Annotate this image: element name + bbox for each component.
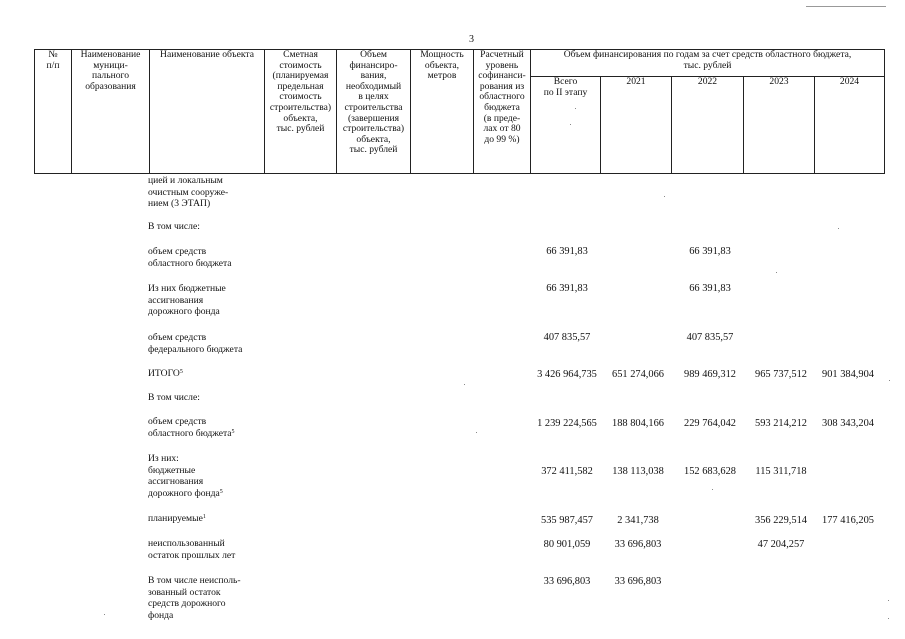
- cell-2024: 308 343,204: [822, 418, 874, 429]
- header-total: Всего по II этапу: [531, 77, 601, 174]
- scan-speck: [575, 108, 576, 109]
- cell-2024: 901 384,904: [822, 369, 874, 380]
- scan-speck: [888, 600, 889, 601]
- cell-2023: 593 214,212: [755, 418, 807, 429]
- row-label: объем средств федерального бюджета: [148, 332, 243, 355]
- cell-total: 535 987,457: [541, 515, 593, 526]
- header-capacity: Мощность объекта, метров: [411, 50, 474, 174]
- cell-total: 33 696,803: [543, 576, 591, 587]
- cell-2021: 33 696,803: [614, 576, 662, 587]
- scan-speck: [889, 380, 890, 381]
- row-label: планируемые$^1$: [148, 513, 206, 524]
- row-label: В том числе неисполь- зованный остаток средств дорожного фонда: [148, 575, 241, 621]
- header-municipality: Наименование муници- пального образования: [72, 50, 150, 174]
- row-label: В том числе:: [148, 392, 200, 403]
- scan-speck: [888, 618, 889, 619]
- header-year-2024: 2024: [815, 77, 885, 174]
- cell-2023: 47 204,257: [757, 539, 805, 550]
- cell-2021: 2 341,738: [617, 515, 659, 526]
- header-num: № п/п: [35, 50, 72, 174]
- table-header: [34, 49, 885, 174]
- row-label: цией и локальным очистным сооруже- нием (3 ЭТАП): [148, 175, 229, 210]
- cell-2021: 651 274,066: [612, 369, 664, 380]
- row-label: неиспользованный остаток прошлых лет: [148, 538, 236, 561]
- row-label: В том числе:: [148, 221, 200, 232]
- cell-total: 80 901,059: [543, 539, 591, 550]
- header-funding-title: Объем финансирования по годам за счет средств областного бюджета, тыс. рублей: [531, 50, 885, 77]
- cell-2021: 138 113,038: [612, 466, 664, 477]
- row-label: объем средств областного бюджета: [148, 246, 232, 269]
- cell-2023: 356 229,514: [755, 515, 807, 526]
- header-year-2021: 2021: [601, 77, 672, 174]
- scan-speck: [664, 196, 665, 197]
- header-year-2023: 2023: [744, 77, 815, 174]
- header-volume: Объем финансиро- вания, необходимый в целях строительства (завершения строительства) объекта, тыс. рублей: [337, 50, 411, 174]
- cell-2022: 989 469,312: [684, 369, 736, 380]
- row-label-itogo: ИТОГО$^5$: [148, 368, 183, 379]
- cell-2023: 115 311,718: [755, 466, 807, 477]
- cell-total: 372 411,582: [541, 466, 593, 477]
- cell-2022: 66 391,83: [689, 246, 731, 257]
- row-label: Из них бюджетные ассигнования дорожного фонда: [148, 283, 226, 318]
- cell-total: 407 835,57: [543, 332, 591, 343]
- cell-2022: 407 835,57: [686, 332, 734, 343]
- page-number: 3: [469, 34, 474, 45]
- header-object: Наименование объекта: [150, 50, 265, 174]
- cell-total: 66 391,83: [546, 283, 588, 294]
- scan-speck: [464, 384, 465, 385]
- top-rule: [806, 6, 886, 7]
- cell-2022: 66 391,83: [689, 283, 731, 294]
- header-level: Расчетный уровень софинанси- рования из областного бюджета (в преде- лах от 80 до 99 %): [474, 50, 531, 174]
- cell-total: 3 426 964,735: [537, 369, 597, 380]
- header-estimate: Сметная стоимость (планируемая предельная стоимость строительства) объекта, тыс. рублей: [265, 50, 337, 174]
- row-label: Из них: бюджетные ассигнования дорожного фонда$^5$: [148, 453, 223, 499]
- scan-speck: [776, 272, 777, 273]
- scan-speck: [104, 614, 105, 615]
- cell-total: 1 239 224,565: [537, 418, 597, 429]
- scan-speck: [570, 124, 571, 125]
- cell-2024: 177 416,205: [822, 515, 874, 526]
- scan-speck: [838, 228, 839, 229]
- cell-2022: 152 683,628: [684, 466, 736, 477]
- row-label: объем средств областного бюджета$^5$: [148, 416, 235, 439]
- cell-total: 66 391,83: [546, 246, 588, 257]
- cell-2022: 229 764,042: [684, 418, 736, 429]
- header-year-2022: 2022: [672, 77, 744, 174]
- scan-speck: [476, 432, 477, 433]
- scan-speck: [712, 489, 713, 490]
- cell-2023: 965 737,512: [755, 369, 807, 380]
- cell-2021: 188 804,166: [612, 418, 664, 429]
- cell-2021: 33 696,803: [614, 539, 662, 550]
